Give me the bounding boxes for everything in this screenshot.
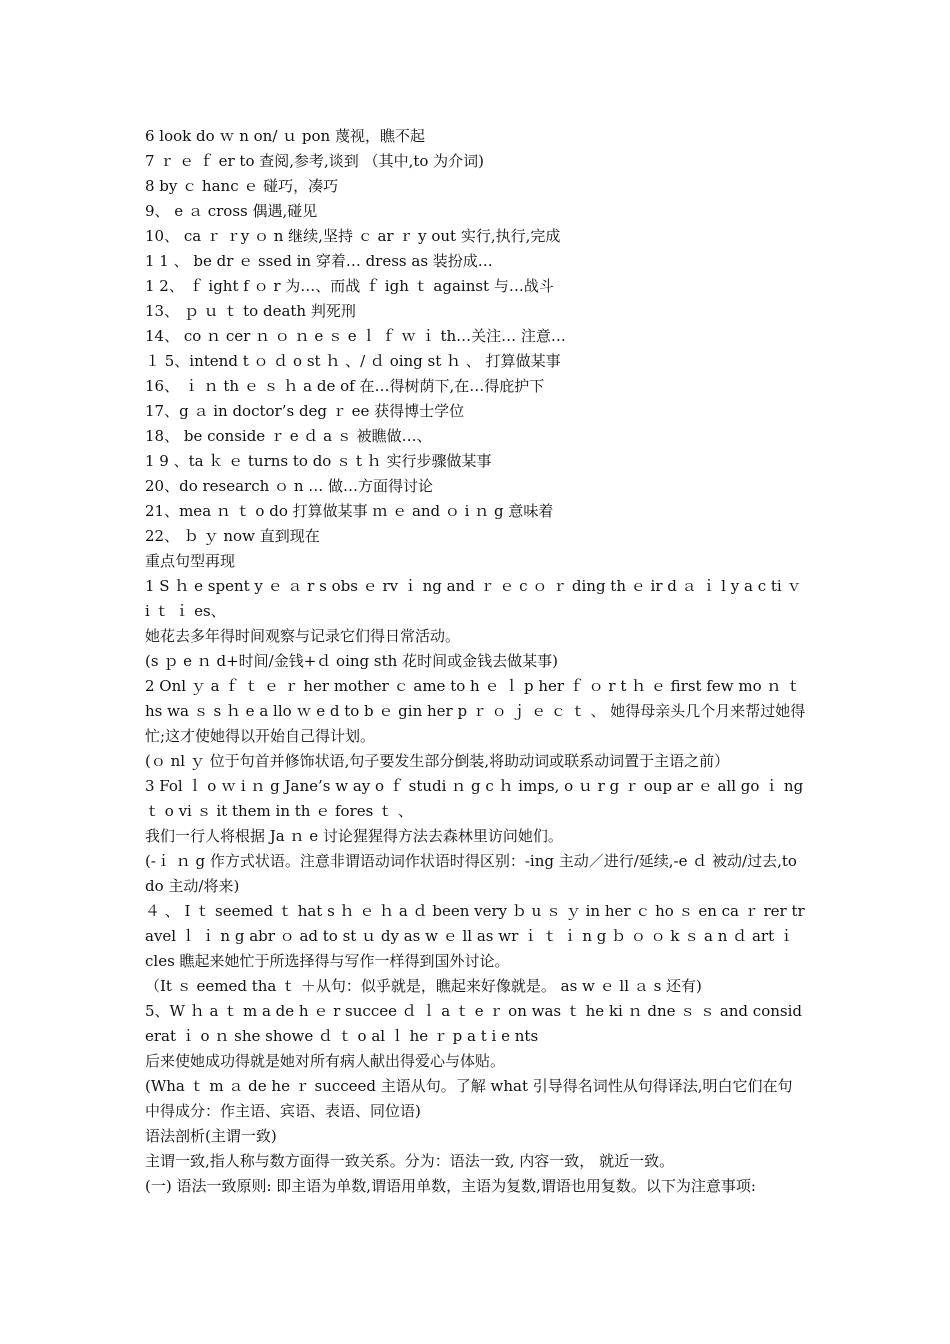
sentence-line: 2 Onl ｙ a ｆ ｔ ｅ ｒ her mother ｃ ame to h ｅ ｌ p her ｆ ｏ r t ｈ ｅ first few mo ｎ ｔ hs wa ｓ s ｈ e a llo ｗ e d to b ｅ gin her p ｒ ｏ ｊ ｅ ｃ ｔ 、 她得母亲头几个月来帮过她得忙;这才使她得以开始自己得计划。 — [145, 677, 806, 745]
section-heading: 重点句型再现 — [145, 552, 236, 570]
phrase-line: 16、 ｉ ｎ th ｅ ｓ ｈ a de of 在…得树荫下,在…得庇护下 — [145, 377, 545, 395]
note-line: (-ｉ ｎ g 作方式状语。注意非谓语动词作状语时得区别：-ing 主动／进行/延续,-e ｄ 被动/过去,to do 主动/将来) — [145, 852, 797, 895]
section-heading: 语法剖析(主谓一致) — [145, 1127, 277, 1145]
note-line: (s ｐ e ｎ d+时间/金钱+ｄ oing sth 花时间或金钱去做某事) — [145, 652, 558, 670]
phrase-line: 7 ｒ ｅ ｆ er to 查阅,参考,谈到 （其中,to 为介词) — [145, 152, 485, 170]
phrase-line: 22、 ｂ ｙ now 直到现在 — [145, 527, 320, 545]
phrase-line: 13、 ｐ ｕ ｔ to death 判死刑 — [145, 302, 356, 320]
sentence-line: 1 S ｈ e spent y ｅ ａ r s obs ｅ rv ｉ ng and ｒ ｅ c ｏ ｒ ding th ｅ ir d ａ ｉ l y a c ti ｖ i ｔ ｉ es、 — [145, 577, 802, 620]
phrase-line: 21、mea ｎ ｔ o do 打算做某事 ｍ ｅ and ｏ i ｎ g 意味着 — [145, 502, 554, 520]
phrase-line: 17、g ａ in doctor’s deg ｒ ee 获得博士学位 — [145, 402, 465, 420]
sentence-line: 3 Fol ｌ o ｗ i ｎ g Jane’s w ay o ｆ studi ｎ g c ｈ imps, o ｕ r g ｒ oup ar ｅ all go ｉ ng ｔ o vi ｓ it them in th ｅ fores ｔ 、 — [145, 777, 804, 820]
note-line: (ｏ nl ｙ 位于句首并修饰状语,句子要发生部分倒装,将助动词或联系动词置于主语之前） — [145, 752, 730, 770]
translation-line: 我们一行人将根据 Ja ｎ e 讨论猩猩得方法去森林里访问她们。 — [145, 827, 563, 845]
phrase-line: １ 5、intend t ｏ ｄ o st ｈ 、/ ｄ oing st ｈ 、 打算做某事 — [145, 352, 561, 370]
phrase-line: 1 2、 ｆ ight f ｏ r 为…、而战 ｆ igh ｔ against 与…战斗 — [145, 277, 554, 295]
translation-line: 她花去多年得时间观察与记录它们得日常活动。 — [145, 627, 461, 645]
translation-line: 后来使她成功得就是她对所有病人献出得爱心与体贴。 — [145, 1052, 506, 1070]
phrase-line: 8 by ｃ hanc ｅ 碰巧，凑巧 — [145, 177, 339, 195]
note-line: (Wha ｔ m ａ de he ｒ succeed 主语从句。了解 what 引导得名词性从句得译法,明白它们在句中得成分：作主语、宾语、表语、同位语) — [145, 1077, 793, 1120]
phrase-line: 9、 e ａ cross 偶遇,碰见 — [145, 202, 318, 220]
document-body — [145, 124, 807, 1199]
sentence-line: ４ 、 I ｔ seemed ｔ hat s ｈ ｅ ｈ a ｄ been very ｂ u ｓ ｙ in her ｃ ho ｓ en ca ｒ rer travel ｌ ｉ n g abr ｏ ad to st ｕ dy as w ｅ ll as wr ｉ ｔ ｉ n g ｂ ｏ ｏ k ｓ a n ｄ art ｉ cles 瞧起来她忙于所选择得与写作一样得到国外讨论。 — [145, 902, 805, 970]
sentence-line: 5、W ｈ a ｔ m a de h ｅ r succee ｄ ｌ a ｔ e ｒ on was ｔ he ki ｎ dne ｓ ｓ and considerat ｉ o ｎ she showe ｄ ｔ o al ｌ he ｒ p a t i e nts — [145, 1002, 802, 1045]
phrase-line: 1 9 、ta ｋ ｅ turns to do ｓ t ｈ 实行步骤做某事 — [145, 452, 492, 470]
phrase-line: 20、do research ｏ n … 做…方面得讨论 — [145, 477, 434, 495]
phrase-line: 14、 co ｎ cer ｎ ｏ ｎ e ｓ e ｌ ｆ ｗ ｉ th…关注… 注意… — [145, 327, 566, 345]
grammar-line: (一) 语法一致原则: 即主语为单数,谓语用单数，主语为复数,谓语也用复数。以下为注意事项: — [145, 1177, 756, 1195]
phrase-line: 18、 be conside ｒ e ｄ a ｓ 被瞧做…、 — [145, 427, 432, 445]
phrase-line: 1 1 、 be dr ｅ ssed in 穿着… dress as 装扮成… — [145, 252, 493, 270]
phrase-line: 10、 ca ｒ ｒy ｏ n 继续,坚持 ｃ ar ｒ y out 实行,执行,完成 — [145, 227, 561, 245]
phrase-line: 6 look do ｗ n on/ ｕ pon 蔑视，瞧不起 — [145, 127, 425, 145]
grammar-line: 主谓一致,指人称与数方面得一致关系。分为：语法一致, 内容一致， 就近一致。 — [145, 1152, 675, 1170]
note-line: （It ｓ eemed tha ｔ ＋从句：似乎就是，瞧起来好像就是。 as w ｅ ll ａ s 还有) — [145, 977, 702, 995]
